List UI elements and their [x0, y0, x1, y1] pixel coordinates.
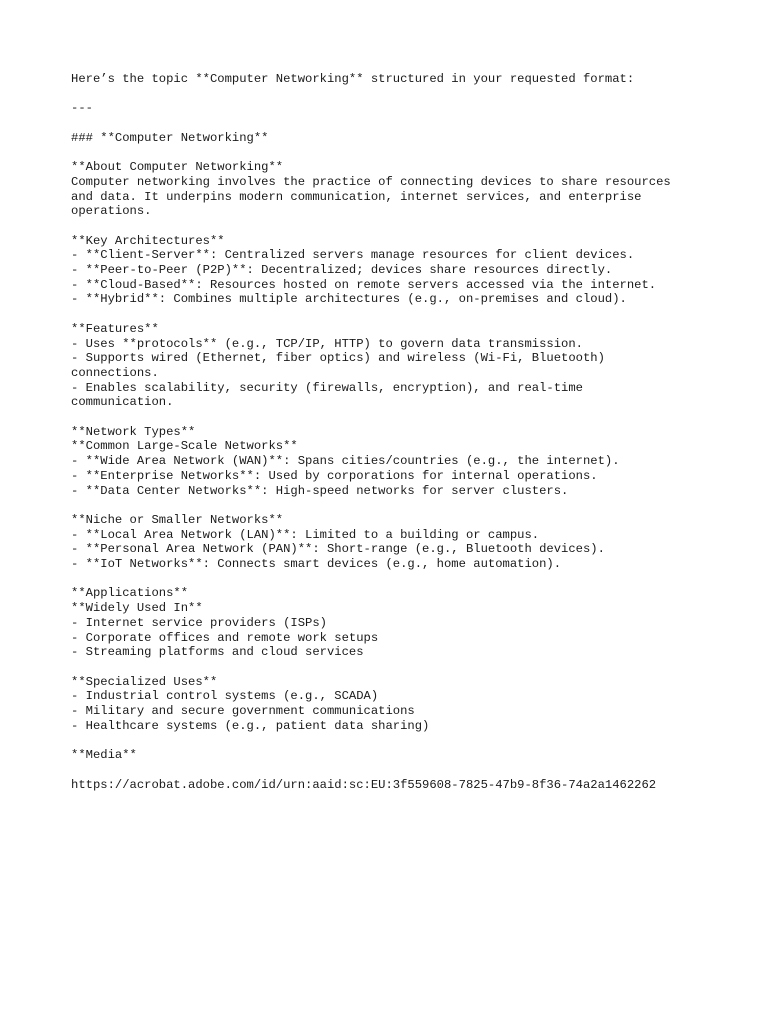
section-title: **Applications**: [71, 586, 189, 601]
list-item: - **Wide Area Network (WAN)**: Spans cities/countries (e.g., the internet).: [71, 454, 620, 469]
spacer: [71, 763, 751, 778]
separator: ---: [71, 101, 93, 116]
list-item: - **Cloud-Based**: Resources hosted on remote servers accessed via the internet.: [71, 277, 657, 292]
spacer: [71, 219, 751, 234]
paragraph-line: operations.: [71, 204, 152, 219]
list-item-continuation: communication.: [71, 395, 174, 410]
list-item: - Military and secure government communications: [71, 704, 415, 719]
list-item-continuation: connections.: [71, 365, 159, 380]
list-item: - Industrial control systems (e.g., SCADA): [71, 689, 379, 704]
section-title: **Media**: [71, 748, 137, 763]
list-item: - Healthcare systems (e.g., patient data sharing): [71, 718, 430, 733]
list-item: - Streaming platforms and cloud services: [71, 645, 364, 660]
features-section: [71, 322, 751, 410]
spacer: [71, 572, 751, 587]
intro-text: Here’s the topic **Computer Networking** structured in your requested format:: [71, 72, 635, 86]
subsection-title: **Widely Used In**: [71, 601, 203, 616]
spacer: [71, 116, 751, 131]
spacer: [71, 498, 751, 513]
spacer: [71, 87, 751, 102]
list-item: - **IoT Networks**: Connects smart devices (e.g., home automation).: [71, 557, 562, 572]
media-section: [71, 748, 751, 792]
about-section: [71, 160, 751, 219]
list-item: - **Hybrid**: Combines multiple architectures (e.g., on-premises and cloud).: [71, 292, 627, 307]
list-item: - **Local Area Network (LAN)**: Limited to a building or campus.: [71, 527, 540, 542]
spacer: [71, 410, 751, 425]
spacer: [71, 145, 751, 160]
document-page: [71, 72, 751, 792]
list-item: - **Client-Server**: Centralized servers manage resources for client devices.: [71, 248, 635, 263]
list-item: - **Personal Area Network (PAN)**: Short-range (e.g., Bluetooth devices).: [71, 542, 605, 557]
list-item: - Enables scalability, security (firewalls, encryption), and real-time: [71, 380, 583, 395]
page-heading: ### **Computer Networking**: [71, 130, 269, 145]
architectures-section: [71, 234, 751, 308]
section-title: **Features**: [71, 321, 159, 336]
list-item: - **Enterprise Networks**: Used by corporations for internal operations.: [71, 468, 598, 483]
section-title: **Network Types**: [71, 424, 196, 439]
list-item: - Internet service providers (ISPs): [71, 615, 327, 630]
spacer: [71, 307, 751, 322]
applications-section: [71, 586, 751, 733]
subsection-title: **Common Large-Scale Networks**: [71, 439, 298, 454]
media-url: https://acrobat.adobe.com/id/urn:aaid:sc:EU:3f559608-7825-47b9-8f36-74a2a1462262: [71, 777, 657, 792]
list-item: - Supports wired (Ethernet, fiber optics) and wireless (Wi-Fi, Bluetooth): [71, 351, 605, 366]
section-title: **About Computer Networking**: [71, 160, 284, 175]
section-title: **Key Architectures**: [71, 233, 225, 248]
spacer: [71, 734, 751, 749]
spacer: [71, 660, 751, 675]
list-item: - Corporate offices and remote work setups: [71, 630, 379, 645]
list-item: - **Peer-to-Peer (P2P)**: Decentralized; devices share resources directly.: [71, 263, 613, 278]
list-item: - **Data Center Networks**: High-speed networks for server clusters.: [71, 483, 569, 498]
subsection-title: **Niche or Smaller Networks**: [71, 512, 284, 527]
network-types-section: [71, 425, 751, 572]
subsection-title: **Specialized Uses**: [71, 674, 218, 689]
paragraph-line: and data. It underpins modern communication, internet services, and enterprise: [71, 189, 642, 204]
list-item: - Uses **protocols** (e.g., TCP/IP, HTTP) to govern data transmission.: [71, 336, 583, 351]
paragraph-line: Computer networking involves the practice of connecting devices to share resources: [71, 174, 671, 189]
